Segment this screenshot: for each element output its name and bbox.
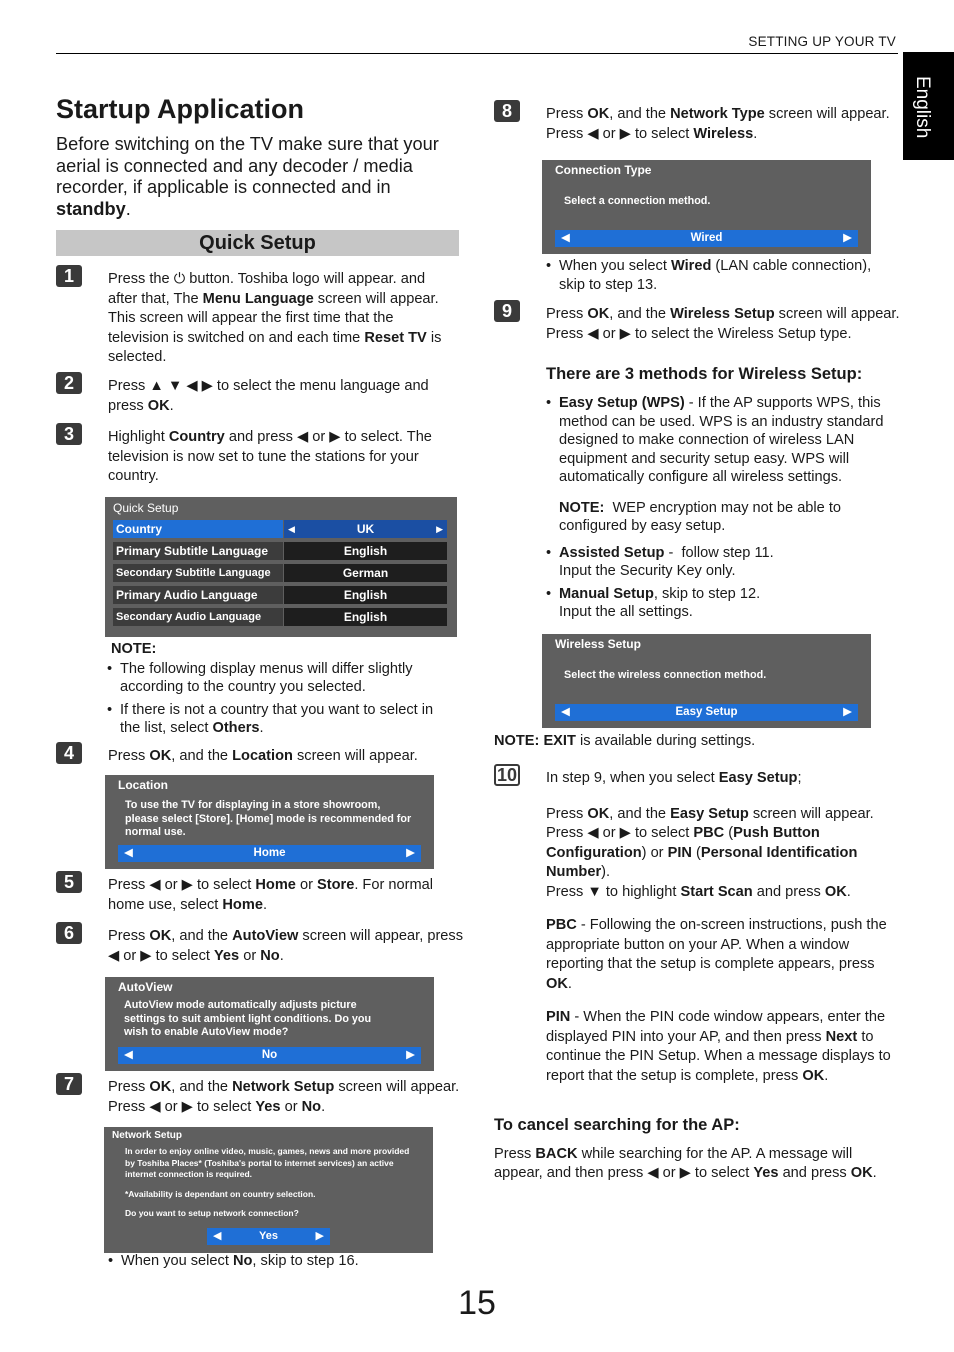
cancel-text: Press BACK while searching for the AP. A message will appear, and then press ◀ or ▶ to select Yes and press OK. <box>494 1146 877 1181</box>
power-icon: ⏻ <box>173 271 186 287</box>
qs-row-label: Primary Subtitle Language <box>113 542 283 560</box>
intro-text: Before switching on the TV make sure that your aerial is connected and any decoder / media recorder, if applicable is connected and in <box>56 134 439 198</box>
location-selector[interactable] <box>118 845 421 862</box>
network-screen-message: In order to enjoy online video, music, games, news and more provided by Toshiba Places* (Toshiba's portal to internet services) an active internet connection is required. <box>125 1146 410 1179</box>
wireless-screen-title: Wireless Setup <box>555 637 641 651</box>
step-7-number: 7 <box>56 1073 82 1095</box>
qs-row-label: Country <box>113 520 283 538</box>
left-arrow-icon: ◀ <box>288 524 295 534</box>
intro-paragraph <box>56 134 456 220</box>
right-arrow-icon: ▶ <box>406 847 415 859</box>
step-5-text: Press ◀ or ▶ to select Home or Store. For normal home use, select Home. <box>108 877 433 913</box>
language-tab-label: English <box>912 76 933 139</box>
location-screen-message: To use the TV for displaying in a store showroom, please select [Store]. [Home] mode is recommended for normal use. <box>125 799 412 838</box>
qs-row-country[interactable] <box>113 520 447 538</box>
qs-row-label: Primary Audio Language <box>113 586 283 604</box>
left-arrow-icon: ◀ <box>213 1230 222 1242</box>
autoview-screen-title: AutoView <box>118 980 173 994</box>
qs-row-value: English <box>284 586 447 604</box>
left-arrow-icon: ◀ <box>561 232 570 244</box>
connection-selector[interactable] <box>555 230 858 247</box>
qs-row-value: English <box>284 608 447 626</box>
step-1-number: 1 <box>56 265 82 287</box>
wireless-setup-screen <box>542 634 871 728</box>
methods-list: • Easy Setup (WPS) - If the AP supports WPS, this method can be used. WPS is an industry standard designed to make connection of wireless LAN equipment and security setup easy. WPS will automatically configure all wireless settings. NOTE: WEP encryption may not be able to configured by easy setup. • Assisted Setup - follow step 11. Input the Security Key only. • Manual Setup, skip to step 12. Input the all settings. <box>546 394 891 622</box>
network-screen-note: *Availability is dependant on country selection. <box>125 1189 316 1199</box>
qs-row-secondary-subtitle[interactable] <box>113 564 447 582</box>
step-2-number: 2 <box>56 372 82 394</box>
intro-end: . <box>125 198 131 219</box>
network-selection: Yes <box>259 1230 278 1242</box>
step-6-number: 6 <box>56 922 82 944</box>
step-1-text: Press the ⏻ button. Toshiba logo will appear. and after that, The Menu Language screen will appear. This screen will appear the first time that the television is switched on and each time Reset TV is selected. <box>108 271 442 365</box>
network-screen-question: Do you want to setup network connection? <box>125 1208 299 1218</box>
qs-row-primary-audio[interactable] <box>113 586 447 604</box>
right-arrow-icon: ▶ <box>436 524 443 534</box>
autoview-screen <box>105 977 434 1071</box>
step-8-note: • When you select Wired (LAN cable connection), skip to step 13. <box>546 257 896 294</box>
step-3-text: Highlight Country and press ◀ or ▶ to select. The television is now set to tune the stations for your country. <box>108 429 432 484</box>
step-9-number: 9 <box>494 300 520 322</box>
step-4-number: 4 <box>56 742 82 764</box>
step-2-text: Press ▲ ▼ ◀ ▶ to select the menu language and press OK. <box>108 378 429 414</box>
step-6-text: Press OK, and the AutoView screen will appear, press ◀ or ▶ to select Yes or No. <box>108 928 464 964</box>
wireless-screen-message: Select the wireless connection method. <box>564 669 767 681</box>
wireless-selector[interactable] <box>555 704 858 721</box>
connection-type-screen <box>542 160 871 254</box>
methods-heading: There are 3 methods for Wireless Setup: <box>546 365 863 383</box>
network-setup-screen <box>104 1127 433 1253</box>
quick-setup-screen <box>105 497 457 637</box>
autoview-selector[interactable] <box>118 1047 421 1064</box>
autoview-screen-message: AutoView mode automatically adjusts picture settings to suit ambient light conditions. Do you wish to enable AutoView mode? <box>124 999 372 1038</box>
language-tab <box>903 52 954 160</box>
right-arrow-icon: ▶ <box>843 232 852 244</box>
network-screen-title: Network Setup <box>112 1130 183 1141</box>
step-10-number: 10 <box>494 764 520 786</box>
autoview-selection: No <box>261 1049 278 1061</box>
location-screen <box>105 775 434 869</box>
step-3-number: 3 <box>56 423 82 445</box>
step-10-text: In step 9, when you select Easy Setup; Press OK, and the Easy Setup screen will appear. Press ◀ or ▶ to select PBC (Push Button Configuration) or PIN (Personal Identification Number). Press ▼ to highlight Start Scan and press OK. PBC - Following the on-screen instructions, push the appropriate button on your AP. When a window reporting that the setup is complete appears, press OK. PIN - When the PIN code window appears, enter the displayed PIN into your AP, and then press Next to continue the PIN Setup. When a message displays to report that the setup is complete, press OK. <box>546 770 891 1084</box>
qs-row-value: German <box>284 564 447 582</box>
left-arrow-icon: ◀ <box>561 706 570 718</box>
header-rule <box>56 53 898 54</box>
step-9-text: Press OK, and the Wireless Setup screen will appear. Press ◀ or ▶ to select the Wireless Setup type. <box>546 306 900 342</box>
page-title: Startup Application <box>56 94 304 124</box>
qs-row-label: Secondary Audio Language <box>113 608 283 626</box>
left-arrow-icon: ◀ <box>124 1049 133 1061</box>
step-5-number: 5 <box>56 871 82 893</box>
section-header: SETTING UP YOUR TV <box>748 34 896 49</box>
connection-screen-title: Connection Type <box>555 163 652 177</box>
right-arrow-icon: ▶ <box>406 1049 415 1061</box>
page-number: 15 <box>458 1284 496 1322</box>
qs-row-label: Secondary Subtitle Language <box>113 564 283 582</box>
exit-note: NOTE: EXIT is available during settings. <box>494 733 756 749</box>
qs-row-value: English <box>284 542 447 560</box>
location-selection: Home <box>253 847 286 859</box>
quick-setup-screen-title: Quick Setup <box>113 501 179 515</box>
step-7-note: • When you select No, skip to step 16. <box>108 1252 458 1271</box>
quick-setup-heading: Quick Setup <box>56 230 459 256</box>
wireless-selection: Easy Setup <box>675 706 738 718</box>
location-screen-title: Location <box>118 778 168 792</box>
qs-row-value: ◀ UK ▶ <box>284 520 447 538</box>
step-8-text: Press OK, and the Network Type screen will appear. Press ◀ or ▶ to select Wireless. <box>546 106 890 142</box>
intro-bold: standby <box>56 198 126 219</box>
right-arrow-icon: ▶ <box>843 706 852 718</box>
step-4-text: Press OK, and the Location screen will appear. <box>108 748 418 764</box>
network-selector[interactable] <box>207 1228 330 1245</box>
step-3-note: NOTE: • The following display menus will differ slightly according to the country you selected. • If there is not a country that you want to select in the list, select Others. <box>111 640 461 738</box>
step-7-text: Press OK, and the Network Setup screen will appear. Press ◀ or ▶ to select Yes or No. <box>108 1079 460 1115</box>
connection-screen-message: Select a connection method. <box>564 195 711 207</box>
cancel-heading: To cancel searching for the AP: <box>494 1116 740 1134</box>
connection-selection: Wired <box>690 232 723 244</box>
step-8-number: 8 <box>494 100 520 122</box>
qs-row-primary-subtitle[interactable] <box>113 542 447 560</box>
left-arrow-icon: ◀ <box>124 847 133 859</box>
qs-row-secondary-audio[interactable] <box>113 608 447 626</box>
right-arrow-icon: ▶ <box>315 1230 324 1242</box>
